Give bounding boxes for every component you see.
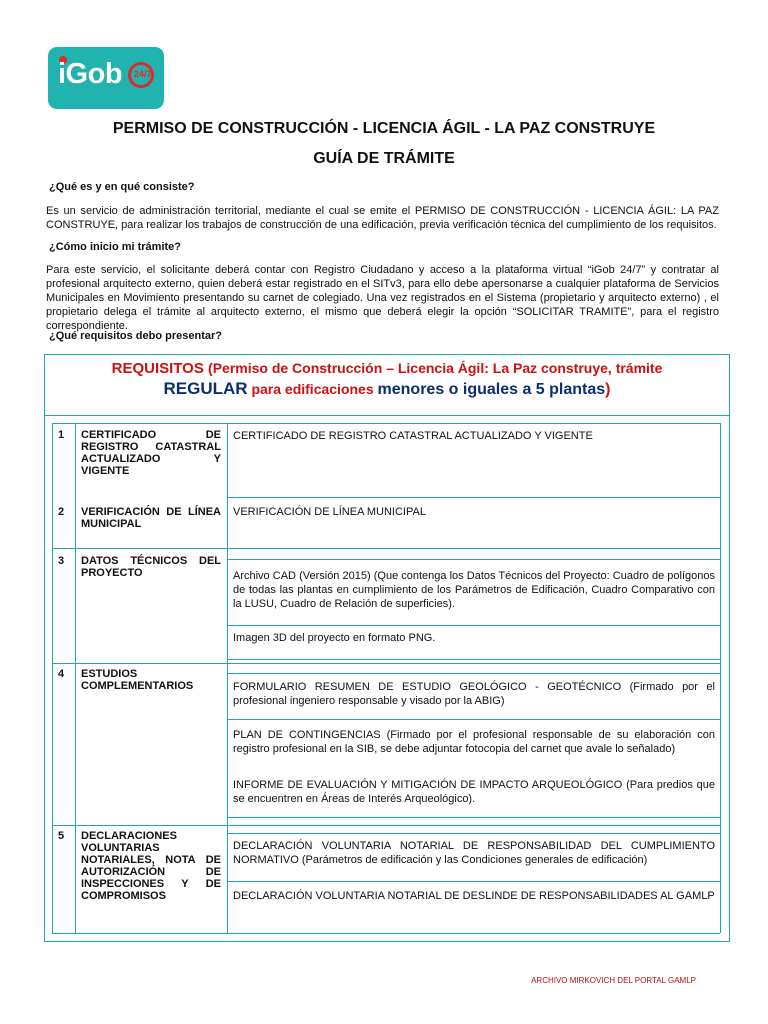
heading-para: para edificaciones bbox=[247, 381, 378, 397]
grid-line bbox=[227, 659, 720, 660]
row-number: 3 bbox=[58, 555, 65, 567]
grid-line bbox=[227, 673, 720, 674]
requirement-item: DECLARACIÓN VOLUNTARIA NOTARIAL DE RESPONSABILIDAD DEL CUMPLIMIENTO NORMATIVO (Parámetros de edificación y las Condiciones generales de edificación) bbox=[233, 840, 715, 866]
row-label: DATOS TÉCNICOS DEL PROYECTO bbox=[81, 555, 221, 579]
heading-regular: REGULAR bbox=[163, 379, 248, 398]
grid-line bbox=[75, 423, 76, 933]
requirement-item: FORMULARIO RESUMEN DE ESTUDIO GEOLÓGICO - GEOTÉCNICO (Firmado por el profesional ingeniero responsable y visado por la ABIG) bbox=[233, 681, 715, 707]
row-number: 1 bbox=[58, 429, 65, 441]
row-number: 5 bbox=[58, 830, 65, 842]
requirement-item: INFORME DE EVALUACIÓN Y MITIGACIÓN DE IMPACTO ARQUEOLÓGICO (Para predios que se encuentren en Áreas de Interés Arqueológico). bbox=[233, 779, 715, 805]
grid-line bbox=[52, 423, 53, 933]
question-how: ¿Cómo inicio mi trámite? bbox=[49, 241, 182, 253]
requirement-item: PLAN DE CONTINGENCIAS (Firmado por el profesional responsable de su elaboración con registro profesional en la SIB, se debe adjuntar fotocopia del carnet que avale lo señalado) bbox=[233, 729, 715, 755]
requirement-item: Archivo CAD (Versión 2015) (Que contenga los Datos Técnicos del Proyecto: Cuadro de polígonos de todas las plantas en cumplimiento de los Parámetros de Edificación, Cuadro Comparativo con la LUSU, Cuadro de Relación de superficies). bbox=[233, 570, 715, 610]
igob-logo bbox=[48, 47, 164, 109]
grid-line bbox=[227, 497, 720, 498]
footer-note: ARCHIVO MIRKOVICH DEL PORTAL GAMLP bbox=[531, 976, 696, 985]
grid-line bbox=[227, 817, 720, 818]
page-subtitle: GUÍA DE TRÁMITE bbox=[313, 150, 455, 167]
grid-line bbox=[52, 825, 720, 826]
paragraph-how: Para este servicio, el solicitante deberá contar con Registro Ciudadano y acceso a la plataforma virtual “iGob 24/7” y contratar al profesional arquitecto externo, quien deberá estar registrado en el SITv3, para ello debe apersonarse a cualquier plataforma de Servicios Municipales en Movimiento presentando su carnet de colegiado. Una vez registrados en el Sistema (propietario y arquitecto externo) , el propietario delega el trámite al arquitecto externo, el mismo que deberá elegir la opción “SOLICITAR TRAMITE”, para el registro correspondiente. bbox=[46, 264, 719, 332]
row-number: 2 bbox=[58, 506, 65, 518]
grid-line bbox=[52, 423, 720, 424]
heading-close: ) bbox=[605, 381, 611, 398]
requirement-item: VERIFICACIÓN DE LÍNEA MUNICIPAL bbox=[233, 506, 426, 518]
logo-text: iGob bbox=[58, 58, 123, 90]
page-title: PERMISO DE CONSTRUCCIÓN - LICENCIA ÁGIL - LA PAZ CONSTRUYE bbox=[112, 120, 656, 137]
grid-line bbox=[227, 719, 720, 720]
heading-detail: (Permiso de Construcción – Licencia Ágil: La Paz construye, trámite bbox=[208, 360, 663, 376]
row-label: DECLARACIONES VOLUNTARIAS NOTARIALES, NOTA DE AUTORIZACIÓN DE INSPECCIONES Y DE COMPROMISOS bbox=[81, 830, 221, 902]
grid-line bbox=[52, 548, 720, 549]
paragraph-what: Es un servicio de administración territorial, mediante el cual se emite el PERMISO DE CONSTRUCCIÓN - LICENCIA ÁGIL: LA PAZ CONSTRUYE, para realizar los trabajos de construcción de una edificación, previa verificación técnica del cumplimiento de los requisitos. bbox=[46, 205, 719, 231]
question-what: ¿Qué es y en qué consiste? bbox=[49, 181, 195, 193]
row-label: ESTUDIOS COMPLEMENTARIOS bbox=[81, 668, 194, 692]
row-label: VERIFICACIÓN DE LÍNEA MUNICIPAL bbox=[81, 506, 221, 530]
grid-line bbox=[227, 559, 720, 560]
requirements-table bbox=[44, 354, 730, 942]
row-number: 4 bbox=[58, 668, 65, 680]
grid-line bbox=[227, 625, 720, 626]
requirement-item: DECLARACIÓN VOLUNTARIA NOTARIAL DE DESLINDE DE RESPONSABILIDADES AL GAMLP bbox=[233, 890, 715, 902]
requirement-item: Imagen 3D del proyecto en formato PNG. bbox=[233, 632, 436, 644]
heading-menores: menores o iguales a 5 plantas bbox=[377, 381, 606, 398]
grid-line bbox=[227, 881, 720, 882]
requirement-item: CERTIFICADO DE REGISTRO CATASTRAL ACTUALIZADO Y VIGENTE bbox=[233, 430, 593, 442]
grid-line bbox=[720, 423, 721, 933]
question-requirements: ¿Qué requisitos debo presentar? bbox=[49, 330, 222, 342]
heading-requisitos: REQUISITOS bbox=[111, 360, 209, 377]
grid-line bbox=[227, 833, 720, 834]
requirements-heading bbox=[45, 355, 729, 416]
row-label: CERTIFICADO DE REGISTRO CATASTRAL ACTUALIZADO Y VIGENTE bbox=[81, 429, 221, 477]
logo-sub: 24/7 bbox=[134, 69, 152, 79]
grid-line bbox=[52, 663, 720, 664]
grid-line bbox=[52, 933, 720, 934]
grid-line bbox=[227, 423, 228, 933]
